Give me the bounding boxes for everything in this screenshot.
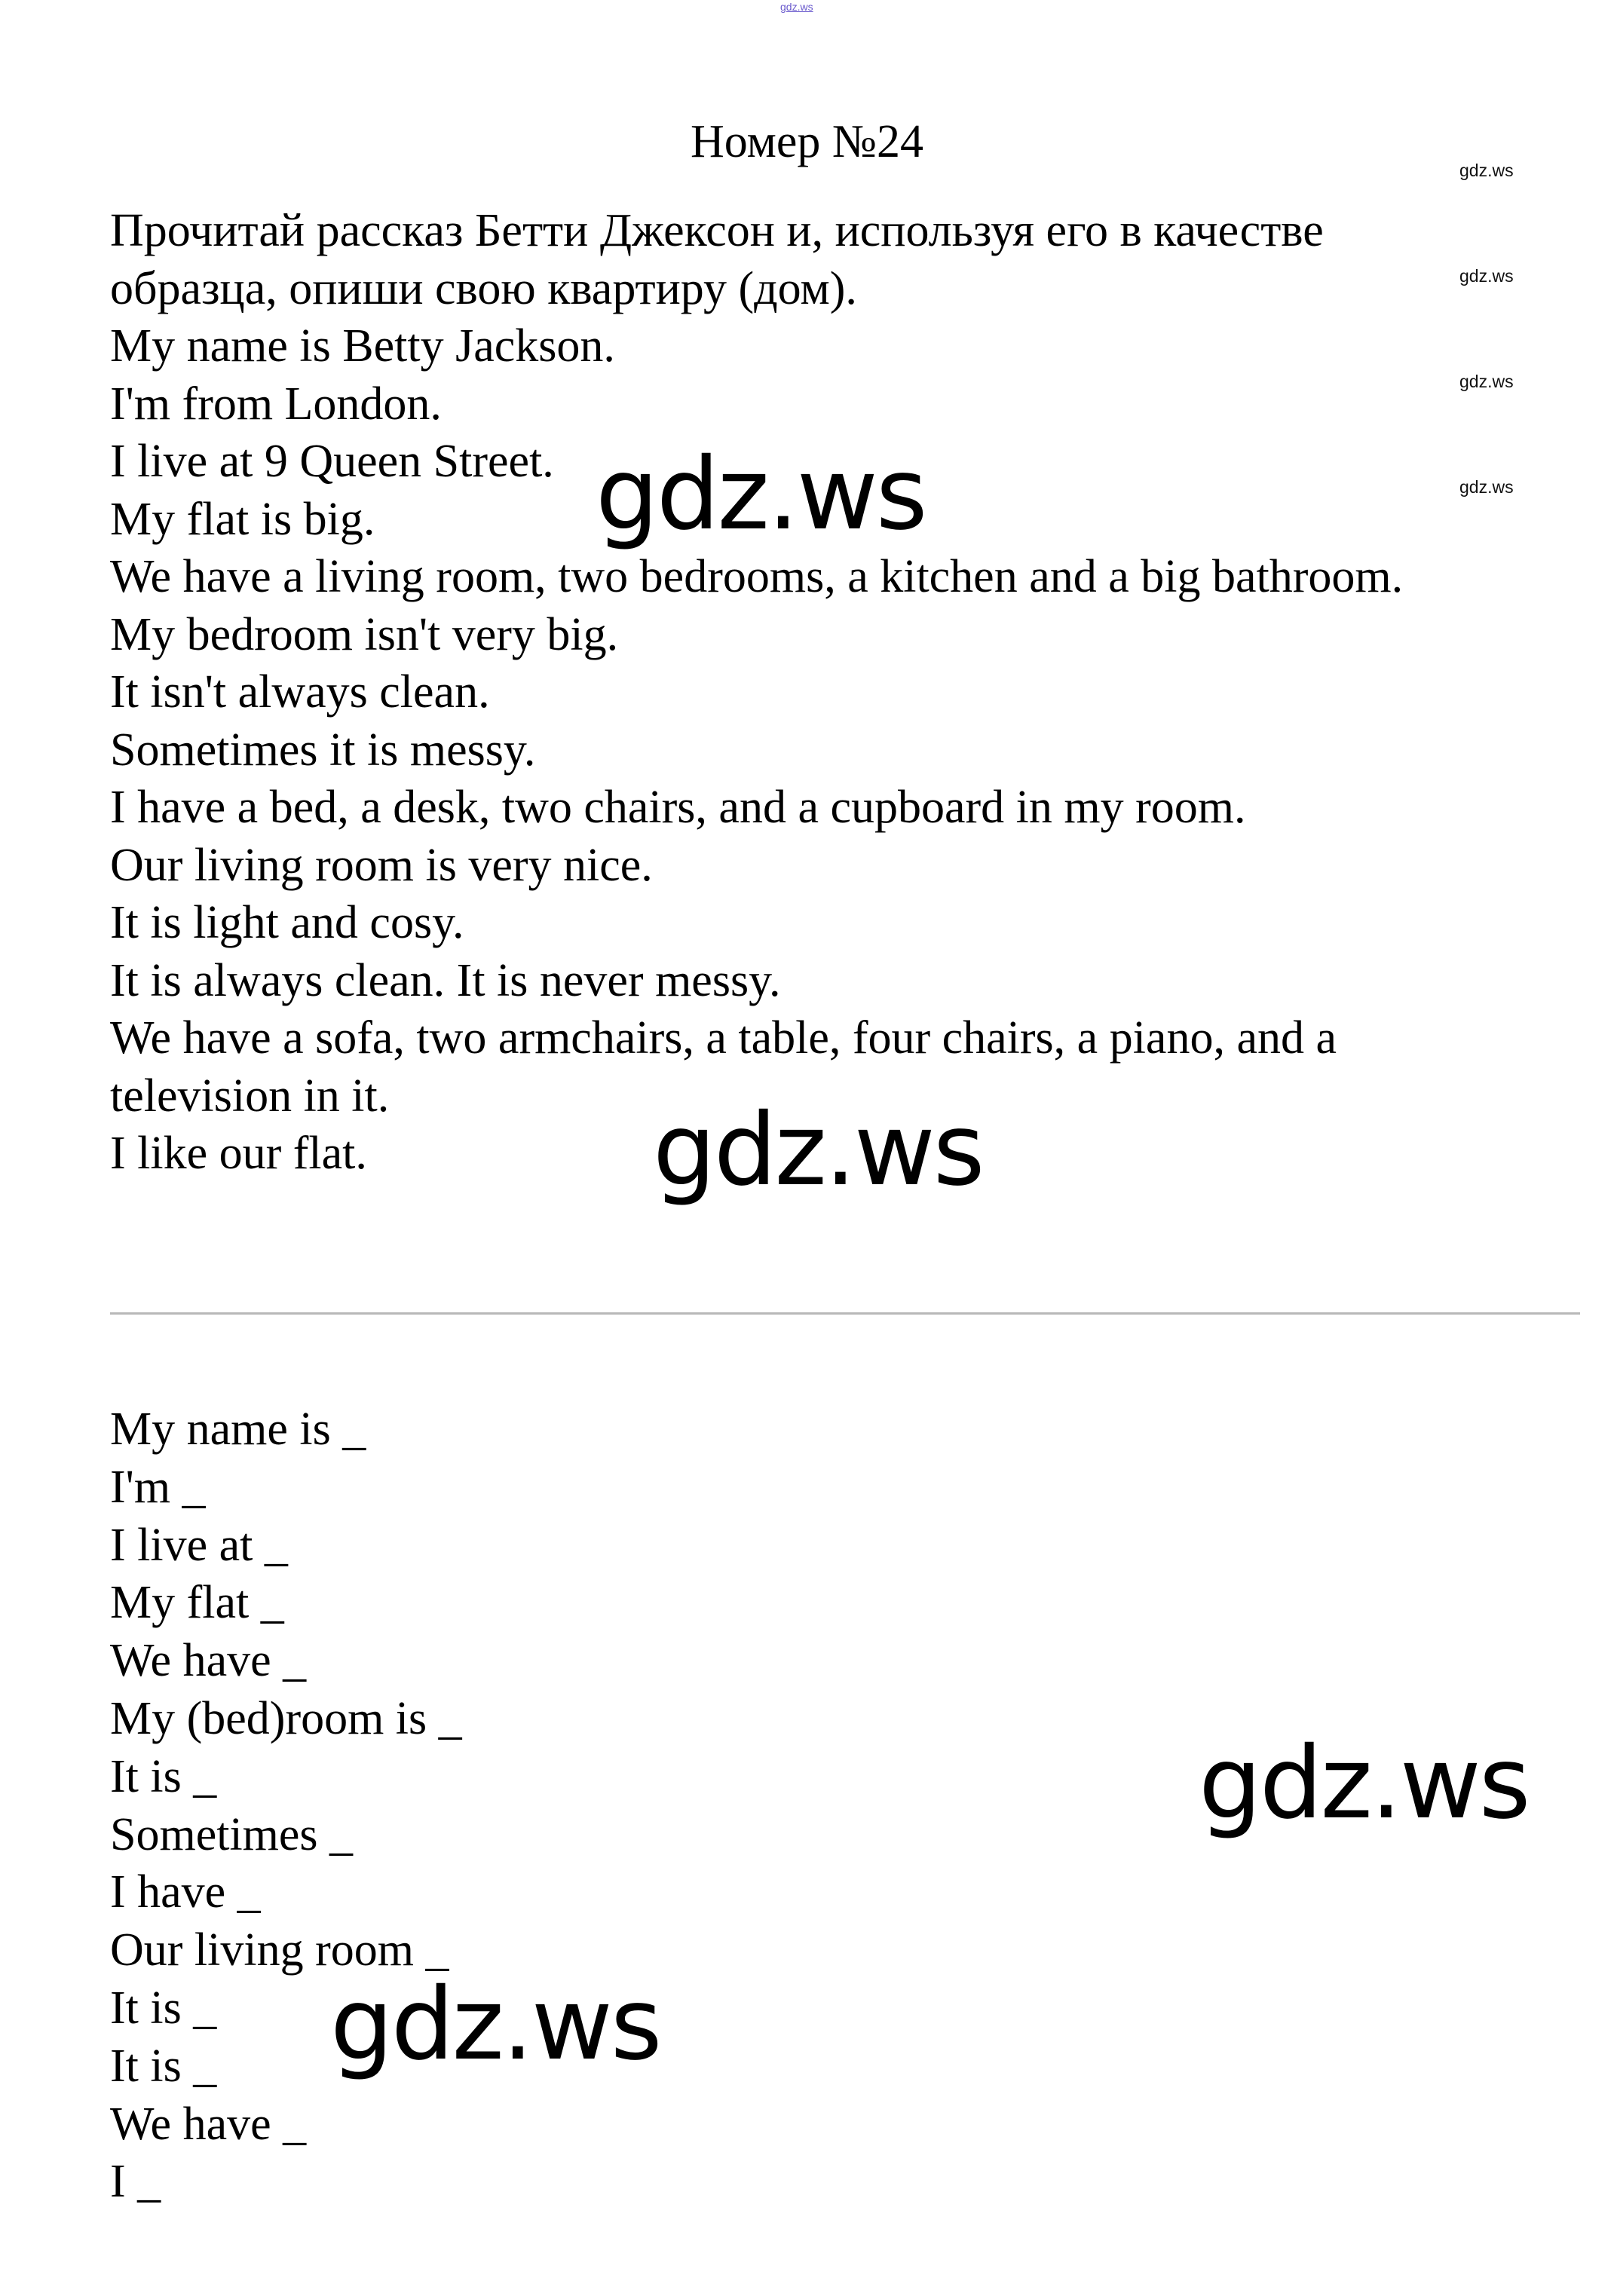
- story-line: television in it.: [110, 1070, 390, 1122]
- story-line: образца, опиши свою квартиру (дом).: [110, 262, 857, 314]
- watermark-small: gdz.ws: [1459, 266, 1514, 286]
- template-line: It is _: [110, 1982, 217, 2034]
- watermark-large: gdz.ws: [596, 436, 926, 553]
- template-line: I _: [110, 2156, 161, 2208]
- top-watermark-link: gdz.ws: [780, 1, 813, 13]
- template-line: It is _: [110, 1750, 217, 1802]
- story-line: It is light and cosy.: [110, 897, 464, 948]
- story-line: I live at 9 Queen Street.: [110, 436, 554, 487]
- template-line: My name is _: [110, 1404, 366, 1455]
- story-line: I like our flat.: [110, 1128, 367, 1179]
- page-title: Номер №24: [690, 116, 923, 167]
- story-line: My bedroom isn't very big.: [110, 608, 619, 660]
- watermark-small: gdz.ws: [1459, 477, 1514, 497]
- story-line: Our living room is very nice.: [110, 839, 653, 891]
- template-line: Our living room _: [110, 1924, 449, 1976]
- story-line: It isn't always clean.: [110, 666, 490, 718]
- watermark-small: gdz.ws: [1459, 161, 1514, 180]
- watermark-large: gdz.ws: [653, 1092, 983, 1208]
- story-line: My flat is big.: [110, 493, 375, 545]
- section-divider: [110, 1312, 1580, 1315]
- template-line: I'm _: [110, 1461, 206, 1513]
- template-line: I have _: [110, 1866, 261, 1918]
- story-line: Прочитай рассказ Бетти Джексон и, используя его в качестве: [110, 205, 1324, 256]
- template-line: We have _: [110, 2098, 307, 2150]
- template-line: Sometimes _: [110, 1808, 354, 1860]
- story-line: I'm from London.: [110, 378, 442, 430]
- story-text: [110, 202, 1542, 1183]
- story-line: We have a sofa, two armchairs, a table, four chairs, a piano, and a: [110, 1012, 1337, 1064]
- template-line: We have _: [110, 1635, 307, 1687]
- template-line: It is _: [110, 2040, 217, 2092]
- story-line: Sometimes it is messy.: [110, 724, 536, 776]
- template-line: I live at _: [110, 1519, 288, 1571]
- watermark-large: gdz.ws: [1199, 1725, 1529, 1841]
- template-line: My flat _: [110, 1577, 284, 1629]
- story-line: I have a bed, a desk, two chairs, and a cupboard in my room.: [110, 782, 1246, 833]
- story-line: It is always clean. It is never messy.: [110, 954, 781, 1006]
- watermark-large: gdz.ws: [330, 1967, 660, 2083]
- story-line: We have a living room, two bedrooms, a kitchen and a big bathroom.: [110, 551, 1404, 602]
- answer-template: [110, 1401, 1015, 2211]
- watermark-small: gdz.ws: [1459, 372, 1514, 391]
- template-line: My (bed)room is _: [110, 1692, 462, 1744]
- story-line: My name is Betty Jackson.: [110, 320, 615, 372]
